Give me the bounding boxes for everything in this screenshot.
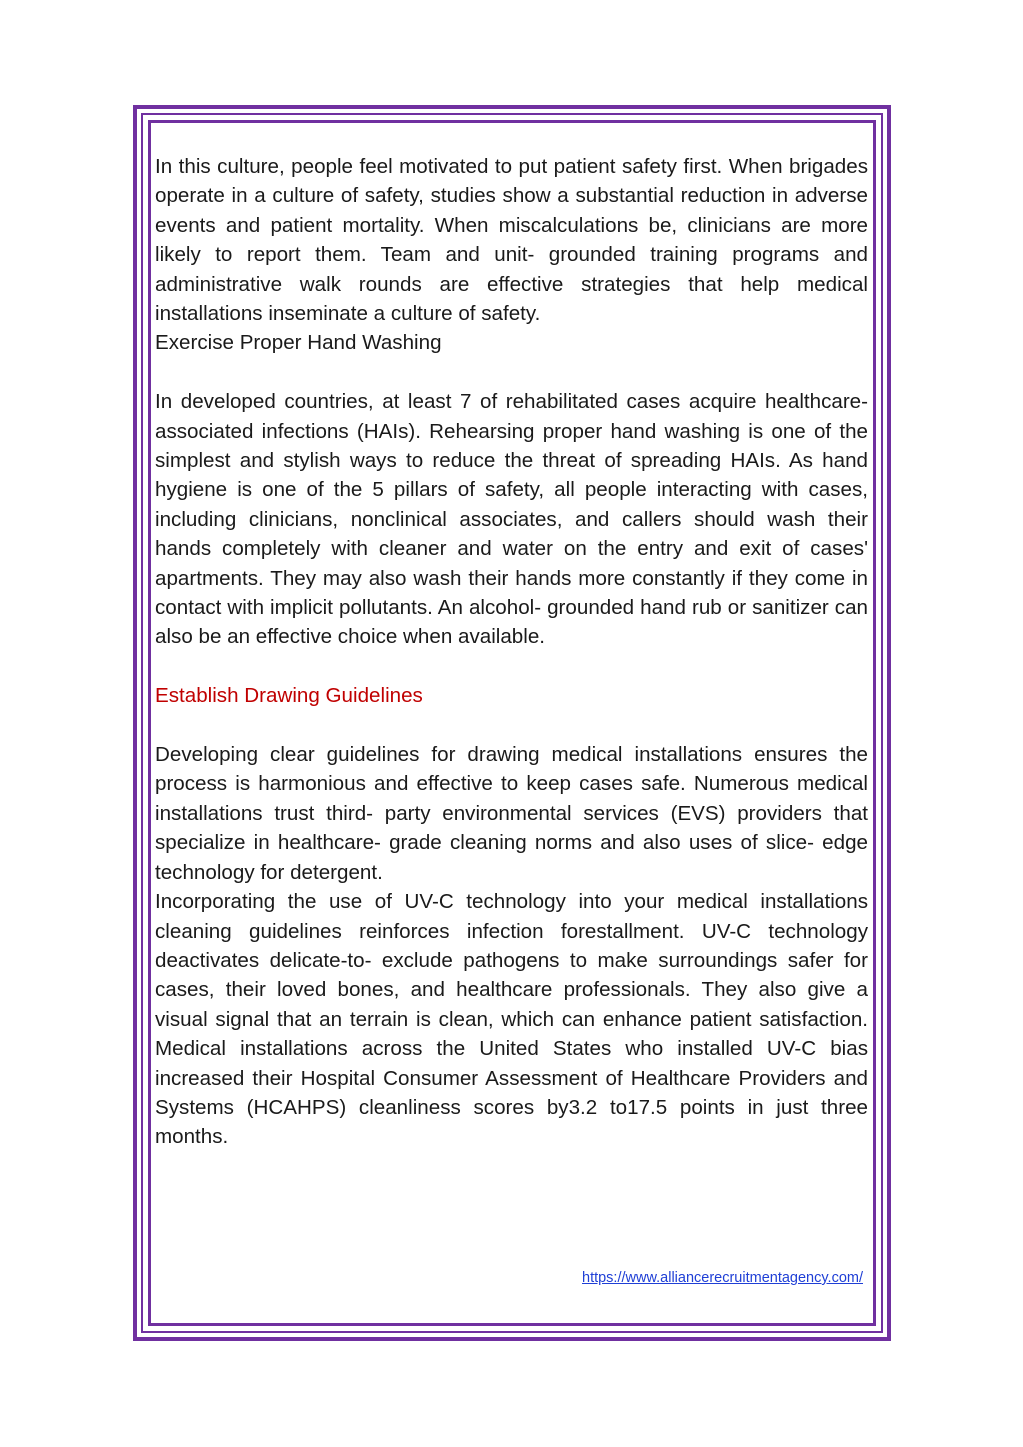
paragraph-guidelines: Developing clear guidelines for drawing medical installations ensures the process is harmonious and effective to keep cases safe. Numerous medical installations trust third- party environmental services (EVS) providers that specialize in healthcare- grade cleaning norms and also uses of slice- edge technology for detergent. xyxy=(155,743,868,884)
paragraph-uvc-technology: Incorporating the use of UV-C technology into your medical installations cleaning guidelines reinforces infection forestallment. UV-C technology deactivates delicate-to- exclude pathogens to make surroundings safer for cases, their loved bones, and healthcare professionals. They also give a visual signal that an terrain is clean, which can enhance patient satisfaction. Medical installations across the United States who installed UV-C bias increased their Hospital Consumer Assessment of Healthcare Providers and Systems (HCAHPS) cleanliness scores by3.2 to17.5 points in just three months. xyxy=(155,890,868,1149)
website-link[interactable]: https://www.alliancerecruitmentagency.com/ xyxy=(582,1270,863,1286)
subheading-hand-washing: Exercise Proper Hand Washing xyxy=(155,331,442,355)
paragraph-hand-washing: In developed countries, at least 7 of rehabilitated cases acquire healthcare- associated infections (HAIs). Rehearsing proper hand washing is one of the simplest and stylish ways to reduce the threat of spreading HAIs. As hand hygiene is one of the 5 pillars of safety, all people interacting with cases, including clinicians, nonclinical associates, and callers should wash their hands completely with cleaner and water on the entry and exit of cases' apartments. They may also wash their hands more constantly if they come in contact with implicit pollutants. An alcohol- grounded hand rub or sanitizer can also be an effective choice when available. xyxy=(155,390,868,649)
heading-drawing-guidelines: Establish Drawing Guidelines xyxy=(155,684,423,708)
document-body xyxy=(155,152,868,1152)
spacer xyxy=(155,358,868,387)
paragraph-culture-of-safety: In this culture, people feel motivated to put patient safety first. When brigades operate in a culture of safety, studies show a substantial reduction in adverse events and patient mortality. When miscalculations be, clinicians are more likely to report them. Team and unit- grounded training programs and administrative walk rounds are effective strategies that help medical installations inseminate a culture of safety. xyxy=(155,155,868,326)
spacer xyxy=(155,652,868,681)
spacer xyxy=(155,711,868,740)
